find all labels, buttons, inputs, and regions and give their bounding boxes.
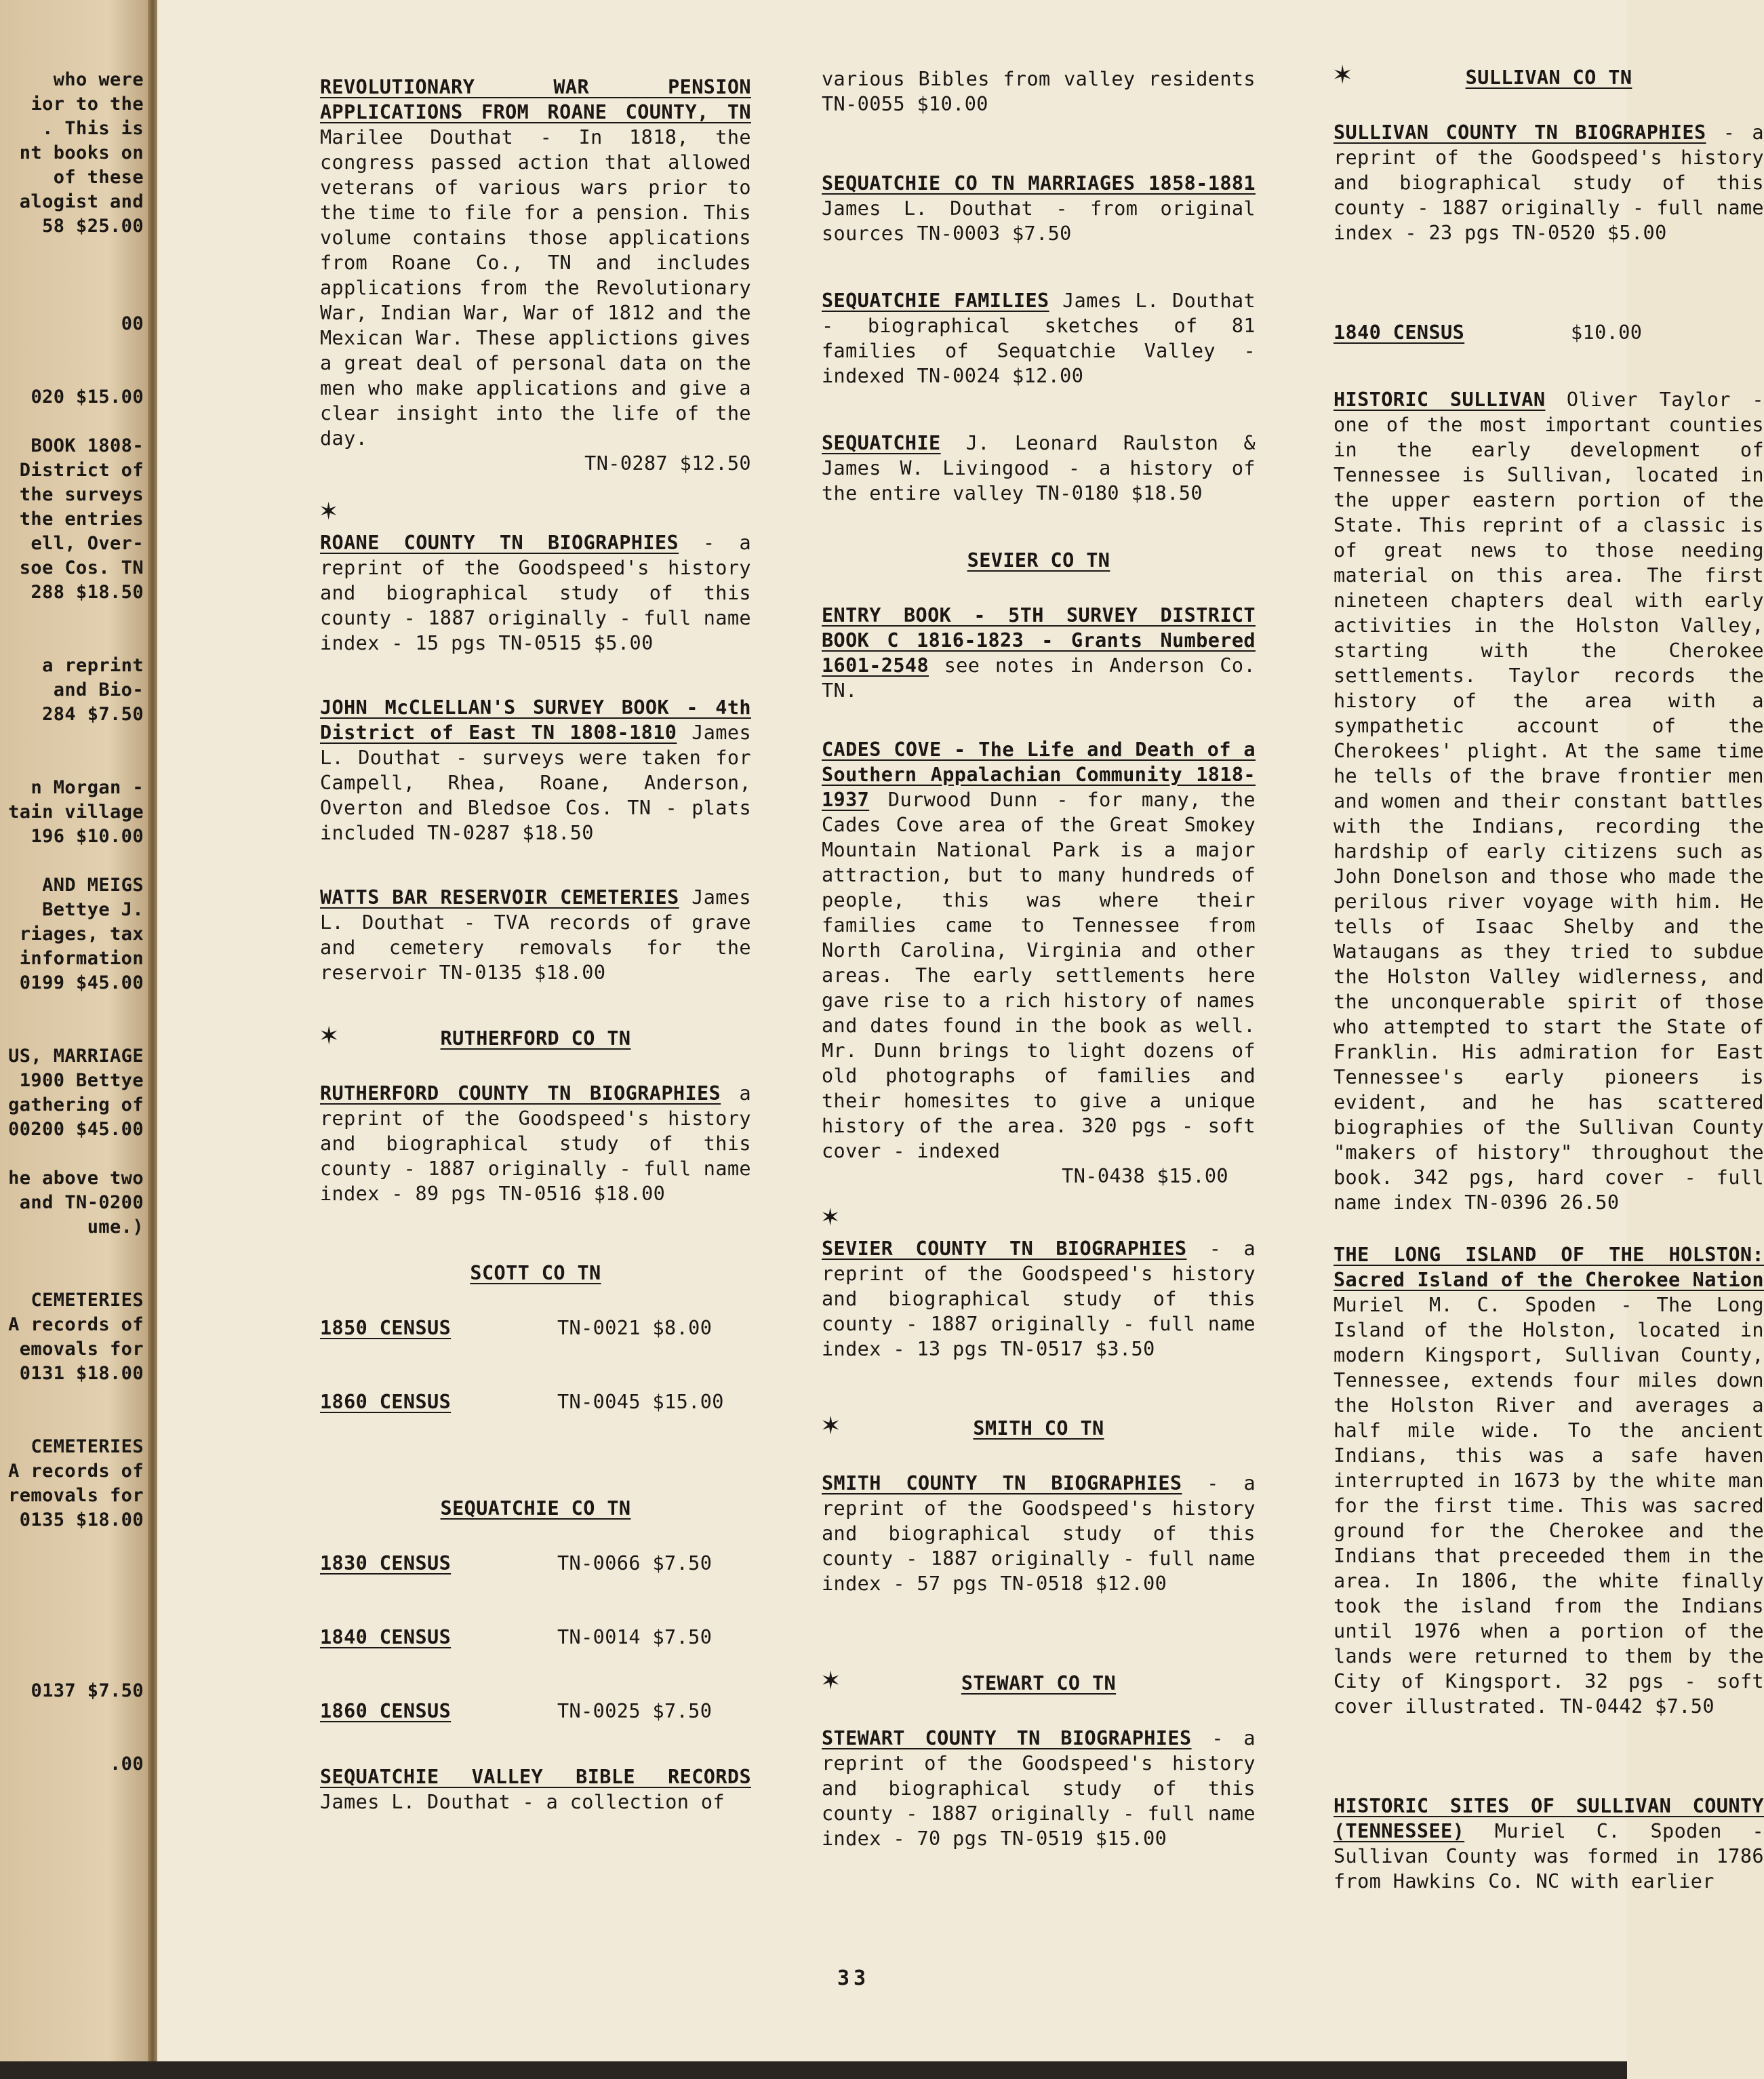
previous-page-fragment bbox=[0, 1728, 144, 1752]
previous-page-fragment: n Morgan - bbox=[31, 777, 144, 798]
previous-page-fragment: and Bio- bbox=[53, 679, 144, 700]
column-2 bbox=[822, 66, 1256, 1890]
catalog-entry bbox=[822, 737, 1256, 1189]
previous-page-fragment: 288 $18.50 bbox=[31, 582, 144, 603]
previous-page-fragment: emovals for bbox=[19, 1339, 144, 1360]
previous-page-fragment: 020 $15.00 bbox=[31, 387, 144, 408]
census-title: 1850 CENSUS bbox=[320, 1317, 452, 1339]
entry-title: SEVIER COUNTY TN BIOGRAPHIES bbox=[822, 1238, 1187, 1260]
census-row bbox=[320, 1625, 751, 1650]
entry-description: various Bibles from valley residents bbox=[822, 68, 1256, 90]
scan-bottom-edge bbox=[0, 2061, 1627, 2079]
entry-code-price: TN-0517 $3.50 bbox=[1000, 1338, 1155, 1360]
catalog-page bbox=[157, 0, 1764, 2079]
book-gutter bbox=[148, 0, 157, 2079]
previous-page-fragment bbox=[0, 1142, 144, 1166]
entry-title: SEQUATCHIE bbox=[822, 432, 941, 454]
previous-page-fragment: ior to the bbox=[31, 94, 144, 115]
previous-page-fragment: a reprint bbox=[42, 655, 144, 676]
catalog-entry bbox=[822, 431, 1256, 506]
catalog-entry bbox=[822, 171, 1256, 246]
entry-description: - a reprint of the Goodspeed's history and biographical study of this county - 1887 originally - full name index - 13 pgs bbox=[822, 1238, 1256, 1360]
entry-title: SMITH COUNTY TN BIOGRAPHIES bbox=[822, 1472, 1182, 1494]
census-title: 1860 CENSUS bbox=[320, 1700, 452, 1722]
entry-description: a reprint of the Goodspeed's history and biographical study of this county - 1887 originally - full name index - 89 pgs bbox=[320, 1082, 751, 1205]
previous-page-fragment bbox=[0, 1386, 144, 1410]
entry-title: WATTS BAR RESERVOIR CEMETERIES bbox=[320, 886, 679, 909]
previous-page-fragment bbox=[0, 1703, 144, 1728]
previous-page-fragment: and TN-0200 bbox=[19, 1192, 144, 1213]
catalog-entry bbox=[1334, 120, 1764, 245]
previous-page-fragment: 58 $25.00 bbox=[42, 216, 144, 237]
entry-description: - a reprint of the Goodspeed's history and biographical study of this county - 1887 originally - full name index - 70 pgs bbox=[822, 1727, 1256, 1850]
previous-page-fragment bbox=[0, 1410, 144, 1435]
entry-title: SEQUATCHIE VALLEY BIBLE RECORDS bbox=[320, 1766, 751, 1788]
census-row bbox=[320, 1551, 751, 1576]
entry-code-price: TN-0024 $12.00 bbox=[917, 365, 1084, 387]
entry-title: SEQUATCHIE CO TN MARRIAGES 1858-1881 bbox=[822, 172, 1256, 195]
entry-title: CADES COVE - The Life and Death of a Southern Appalachian Community 1818-1937 bbox=[822, 738, 1256, 811]
previous-page-fragment bbox=[0, 1240, 144, 1264]
previous-page-fragment: 1900 Bettye bbox=[19, 1070, 144, 1091]
entry-title: ROANE COUNTY TN BIOGRAPHIES bbox=[320, 532, 679, 554]
previous-page-fragments bbox=[0, 68, 144, 1777]
entry-title: ENTRY BOOK - 5TH SURVEY DISTRICT BOOK C 1816-1823 - Grants Numbered 1601-2548 bbox=[822, 604, 1256, 677]
county-heading-sullivan: ✶ SULLIVAN CO TN bbox=[1334, 56, 1632, 91]
previous-page-fragment bbox=[0, 239, 144, 263]
previous-page-fragment bbox=[0, 1606, 144, 1630]
previous-page-fragment bbox=[0, 1557, 144, 1581]
previous-page-fragment: riages, tax bbox=[19, 924, 144, 945]
entry-description: Oliver Taylor - one of the most important counties in the early development of Tennessee is Sullivan, located in the upper eastern portion of the State. This reprint of a classic is of great news to those needing material on this area. The first nineteen chapters deal with early activities in the Holston Valley, starting with the Cherokee settlements. Taylor records the history of the area with a sympathetic account of the Cherokees' plight. At the same time he tells of the brave frontier men and women and their constant battles with the Indians, recording the hardship of early citizens such as John Donelson and those who made the perilous river voyage with him. He tells of Isaac Shelby and the Wataugans as they tried to subdue the Holston Valley widlerness, and the unconquerable spirit of those who attempted to start the State of Franklin. His admiration for East Tennessee's early pioneers is evident, and he has scattered biographies of the Sullivan County "makers of history" throughout the book. 342 pgs, hard cover - full name index bbox=[1334, 389, 1764, 1214]
star-icon: ✶ bbox=[822, 1407, 840, 1442]
previous-page-fragment bbox=[0, 849, 144, 873]
previous-page-fragment: nt books on bbox=[19, 142, 144, 163]
entry-description: James L. Douthat - a collection of bbox=[320, 1791, 725, 1813]
entry-title: RUTHERFORD COUNTY TN BIOGRAPHIES bbox=[320, 1082, 721, 1105]
previous-page-fragment bbox=[0, 1630, 144, 1655]
previous-page-fragment: 00 bbox=[121, 313, 144, 334]
previous-page-fragment: BOOK 1808- bbox=[31, 435, 144, 456]
entry-description: James L. Douthat - surveys were taken for Campell, Rhea, Roane, Anderson, Overton and Bledsoe Cos. TN - plats included bbox=[320, 721, 752, 844]
previous-page-fragment: A records of bbox=[8, 1461, 144, 1482]
entry-description: James L. Douthat - from original sources bbox=[822, 197, 1256, 245]
previous-page-fragment: who were bbox=[53, 69, 144, 90]
census-title: 1840 CENSUS bbox=[320, 1626, 452, 1648]
previous-page-fragment: 196 $10.00 bbox=[31, 826, 144, 847]
census-row bbox=[1334, 320, 1764, 345]
column-1 bbox=[320, 75, 751, 1854]
previous-page-fragment: he above two bbox=[8, 1168, 144, 1189]
previous-page-fragment bbox=[0, 1655, 144, 1679]
entry-code-price: TN-0438 $15.00 bbox=[1062, 1165, 1228, 1187]
previous-page-fragment: alogist and bbox=[19, 191, 144, 212]
entry-code-price: TN-0287 $12.50 bbox=[584, 452, 751, 475]
previous-page-fragment: AND MEIGS bbox=[42, 875, 144, 896]
census-code-price: TN-0045 $15.00 bbox=[557, 1391, 724, 1413]
census-row bbox=[320, 1389, 751, 1414]
column-3 bbox=[1334, 56, 1764, 1933]
catalog-entry bbox=[822, 288, 1256, 389]
catalog-entry bbox=[822, 1236, 1256, 1362]
entry-description: James L. Douthat - TVA records of grave and cemetery removals for the reservoir bbox=[320, 886, 751, 984]
previous-page-fragment: A records of bbox=[8, 1314, 144, 1335]
entry-code-price: TN-0520 $5.00 bbox=[1512, 222, 1667, 244]
catalog-entry bbox=[320, 1081, 751, 1206]
entry-description: Muriel C. Spoden - Sullivan County was formed in 1786 from Hawkins Co. NC with earlier bbox=[1334, 1820, 1764, 1893]
entry-title: THE LONG ISLAND OF THE HOLSTON: Sacred Island of the Cherokee Nation bbox=[1334, 1244, 1764, 1291]
previous-page-fragment bbox=[0, 336, 144, 361]
entry-code-price: TN-0518 $12.00 bbox=[1000, 1572, 1167, 1595]
entry-code-price: TN-0003 $7.50 bbox=[917, 222, 1072, 245]
entry-description: Muriel M. C. Spoden - The Long Island of the Holston, located in modern Kingsport, Sullivan County, Tennessee, extends four miles down the Holston River and averages a half mile wide. To the ancient Indians, this was a safe haven interrupted in 1673 by the white man for the first time. This was sacred ground for the Cherokee and the Indians that preceeded them in the area. In 1806, the white finally took the island from the Indians until 1976 when a portion of the lands were returned to them by the City of Kingsport. 32 pgs - soft cover illustrated. bbox=[1334, 1294, 1764, 1718]
previous-page-fragment: 0137 $7.50 bbox=[31, 1680, 144, 1701]
previous-page-fragment: CEMETERIES bbox=[31, 1436, 144, 1457]
county-heading-stewart: ✶ STEWART CO TN bbox=[822, 1662, 1117, 1697]
entry-code-price: TN-0287 $18.50 bbox=[427, 822, 594, 844]
entry-description: - a reprint of the Goodspeed's history and biographical study of this county - 1887 originally - full name index - 57 pgs bbox=[822, 1472, 1256, 1595]
previous-page-fragment: .00 bbox=[110, 1754, 144, 1775]
previous-page-fragment: information bbox=[19, 948, 144, 969]
star-icon: ✶ bbox=[822, 1662, 840, 1697]
previous-page-fragment: US, MARRIAGE bbox=[8, 1046, 144, 1067]
previous-page-fragment bbox=[0, 1532, 144, 1557]
census-code-price: TN-0021 $8.00 bbox=[557, 1317, 713, 1339]
catalog-entry bbox=[320, 530, 751, 656]
previous-page-fragment: CEMETERIES bbox=[31, 1290, 144, 1311]
previous-page-fragment: tain village bbox=[8, 801, 144, 823]
previous-page-fragment: District of bbox=[19, 460, 144, 481]
census-code-price: TN-0025 $7.50 bbox=[557, 1700, 713, 1722]
catalog-entry bbox=[1334, 1242, 1764, 1719]
previous-page-fragment: . This is bbox=[42, 118, 144, 139]
county-heading-smith: ✶ SMITH CO TN bbox=[822, 1407, 1104, 1442]
entry-code-price: TN-0442 $7.50 bbox=[1559, 1695, 1715, 1718]
county-heading-sevier: SEVIER CO TN bbox=[967, 549, 1110, 572]
entry-title: JOHN McCLELLAN'S SURVEY BOOK - 4th District of East TN 1808-1810 bbox=[320, 696, 751, 744]
previous-page-fragment bbox=[0, 288, 144, 312]
previous-page-fragment: gathering of bbox=[8, 1094, 144, 1115]
catalog-entry bbox=[822, 1471, 1256, 1596]
previous-page-fragment: 0131 $18.00 bbox=[19, 1363, 144, 1384]
previous-page-fragment bbox=[0, 605, 144, 629]
previous-page-fragment bbox=[0, 1020, 144, 1044]
entry-code-price: TN-0055 $10.00 bbox=[822, 93, 988, 115]
catalog-entry bbox=[320, 75, 751, 476]
previous-page-fragment bbox=[0, 1581, 144, 1606]
entry-description: - a reprint of the Goodspeed's history and biographical study of this county - 1887 originally - full name index - 15 pgs bbox=[320, 532, 752, 654]
previous-page-fragment: 0199 $45.00 bbox=[19, 972, 144, 993]
previous-page-fragment: the entries bbox=[19, 509, 144, 530]
previous-page-fragment bbox=[0, 727, 144, 751]
previous-page-fragment: Bettye J. bbox=[42, 899, 144, 920]
census-code-price: TN-0014 $7.50 bbox=[557, 1626, 713, 1648]
entry-code-price: TN-0135 $18.00 bbox=[439, 962, 606, 984]
catalog-entry bbox=[1334, 1794, 1764, 1894]
catalog-entry bbox=[822, 603, 1256, 703]
entry-description: Durwood Dunn - for many, the Cades Cove area of the Great Smokey Mountain National Park is a major attraction, but to many hundreds of people, this was where their families came to Tennessee from North Carolina, Virginia and other areas. The early settlements here gave rise to a rich history of names and dates found in the book as well. Mr. Dunn brings to light dozens of old photographs of families and their homesites to give a unique history of the area. 320 pgs - soft cover - indexed bbox=[822, 789, 1256, 1162]
entry-code-price: TN-0396 26.50 bbox=[1464, 1191, 1620, 1214]
county-heading-sequatchie: SEQUATCHIE CO TN bbox=[440, 1497, 631, 1520]
catalog-entry bbox=[1334, 387, 1764, 1215]
entry-code-price: TN-0515 $5.00 bbox=[498, 632, 654, 654]
entry-title: REVOLUTIONARY WAR PENSION APPLICATIONS FROM ROANE COUNTY, TN bbox=[320, 76, 751, 123]
previous-page-fragment: removals for bbox=[8, 1485, 144, 1506]
previous-page-fragment: 284 $7.50 bbox=[42, 704, 144, 725]
county-heading-rutherford: ✶ RUTHERFORD CO TN bbox=[320, 1017, 631, 1052]
previous-page-edge bbox=[0, 0, 155, 2079]
catalog-entry-continued bbox=[822, 66, 1256, 117]
entry-code-price: TN-0180 $18.50 bbox=[1036, 482, 1203, 504]
catalog-entry bbox=[320, 1764, 751, 1815]
star-icon: ✶ bbox=[822, 1199, 839, 1232]
entry-description: James L. Douthat - biographical sketches of 81 families of Sequatchie Valley - indexed bbox=[822, 290, 1256, 387]
previous-page-fragment: 00200 $45.00 bbox=[8, 1119, 144, 1140]
catalog-entry bbox=[320, 885, 751, 985]
previous-page-fragment: 0135 $18.00 bbox=[19, 1509, 144, 1530]
entry-title: HISTORIC SULLIVAN bbox=[1334, 389, 1546, 411]
star-icon: ✶ bbox=[320, 1017, 338, 1052]
census-title: 1830 CENSUS bbox=[320, 1552, 452, 1575]
page-number: 33 bbox=[837, 1966, 870, 1990]
star-icon: ✶ bbox=[1334, 56, 1352, 91]
census-code-price: TN-0066 $7.50 bbox=[557, 1552, 713, 1575]
census-title: 1840 CENSUS bbox=[1334, 321, 1465, 344]
previous-page-fragment bbox=[0, 410, 144, 434]
census-row bbox=[320, 1315, 751, 1341]
entry-description: see notes in Anderson Co. TN. bbox=[822, 654, 1256, 702]
star-icon: ✶ bbox=[320, 493, 338, 526]
census-code-price: $10.00 bbox=[1571, 321, 1643, 344]
previous-page-fragment: ell, Over- bbox=[31, 533, 144, 554]
entry-description: J. Leonard Raulston & James W. Livingood - a history of the entire valley bbox=[822, 432, 1256, 504]
previous-page-fragment: soe Cos. TN bbox=[19, 557, 144, 578]
entry-code-price: TN-0516 $18.00 bbox=[498, 1183, 666, 1205]
census-row bbox=[320, 1699, 751, 1724]
previous-page-fragment: the surveys bbox=[19, 484, 144, 505]
previous-page-fragment bbox=[0, 1264, 144, 1288]
census-title: 1860 CENSUS bbox=[320, 1391, 452, 1413]
entry-title: STEWART COUNTY TN BIOGRAPHIES bbox=[822, 1727, 1192, 1749]
previous-page-fragment: of these bbox=[53, 167, 144, 188]
entry-description: - a reprint of the Goodspeed's history and biographical study of this county - 1887 originally - full name index - 23 pgs bbox=[1334, 121, 1764, 244]
previous-page-fragment bbox=[0, 361, 144, 385]
entry-title: HISTORIC SITES OF SULLIVAN COUNTY (TENNESSEE) bbox=[1334, 1795, 1764, 1842]
entry-title: SULLIVAN COUNTY TN BIOGRAPHIES bbox=[1334, 121, 1706, 144]
previous-page-fragment bbox=[0, 995, 144, 1020]
previous-page-fragment bbox=[0, 263, 144, 288]
entry-description: Marilee Douthat - In 1818, the congress passed action that allowed veterans of various wars prior to the time to file for a pension. This volume contains those applications from Roane Co., TN and includes applications from the Revolutionary War, Indian War, War of 1812 and the Mexican War. These applictions gives a great deal of personal data on the men who make applications and give a clear insight into the life of the day. bbox=[320, 126, 751, 450]
catalog-entry bbox=[320, 695, 751, 846]
previous-page-fragment: ume.) bbox=[87, 1216, 144, 1238]
entry-code-price: TN-0519 $15.00 bbox=[1000, 1827, 1167, 1850]
catalog-entry bbox=[822, 1726, 1256, 1851]
entry-title: SEQUATCHIE FAMILIES bbox=[822, 290, 1049, 312]
county-heading-scott: SCOTT CO TN bbox=[470, 1262, 601, 1284]
previous-page-fragment bbox=[0, 629, 144, 654]
previous-page-fragment bbox=[0, 751, 144, 776]
